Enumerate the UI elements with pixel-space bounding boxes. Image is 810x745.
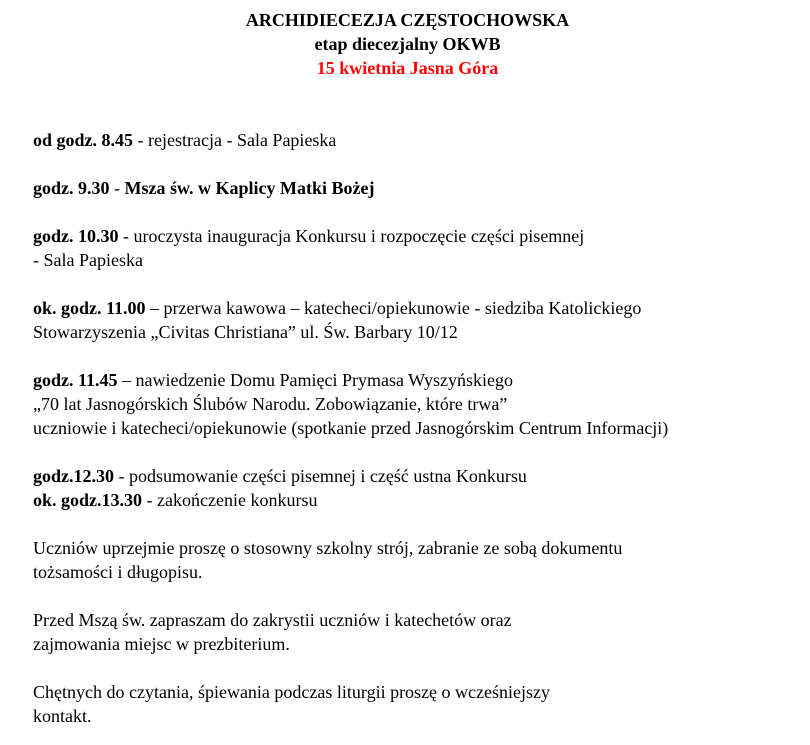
item-description-bold: Msza św. w Kaplicy Matki Bożej: [124, 178, 375, 198]
item-description: – nawiedzenie Domu Pamięci Prymasa Wyszyńskiego: [117, 370, 514, 390]
note-line-1: Chętnych do czytania, śpiewania podczas liturgii proszę o wcześniejszy: [33, 682, 550, 702]
time-label: godz. 11.45: [33, 370, 118, 390]
schedule-line: [33, 464, 782, 488]
note-liturgy-contact: [33, 680, 782, 728]
schedule-line: [33, 224, 782, 248]
schedule-line: [33, 368, 782, 392]
time-label: ok. godz.13.30: [33, 490, 143, 510]
schedule-item-mass: [33, 176, 782, 200]
schedule-item-summary-and-closing: [33, 464, 782, 512]
schedule-line-2: [33, 488, 782, 512]
document-header: [33, 8, 782, 80]
time-label: godz.12.30: [33, 466, 114, 486]
item-description: - rejestracja - Sala Papieska: [133, 130, 337, 150]
schedule-item-registration: [33, 128, 782, 152]
header-stage: etap diecezjalny OKWB: [314, 34, 501, 54]
item-description: - podsumowanie części pisemnej i część ustna Konkursu: [114, 466, 527, 486]
note-line-2: tożsamości i długopisu.: [33, 562, 203, 582]
item-description: – przerwa kawowa – katecheci/opiekunowie - siedziba Katolickiego: [145, 298, 642, 318]
schedule-item-memorial-visit: [33, 368, 782, 440]
item-description: - zakończenie konkursu: [142, 490, 318, 510]
schedule-line-2: „70 lat Jasnogórskich Ślubów Narodu. Zobowiązanie, które trwa”: [33, 394, 508, 414]
note-line-2: kontakt.: [33, 706, 92, 726]
schedule-line-3: uczniowie i katecheci/opiekunowie (spotkanie przed Jasnogórskim Centrum Informacji): [33, 418, 669, 438]
item-description: - uroczysta inauguracja Konkursu i rozpoczęcie części pisemnej: [118, 226, 585, 246]
time-label: godz. 9.30: [33, 178, 110, 198]
schedule-item-coffee-break: [33, 296, 782, 344]
schedule-item-inauguration: [33, 224, 782, 272]
note-line-2: zajmowania miejsc w prezbiterium.: [33, 634, 290, 654]
note-line-1: Przed Mszą św. zapraszam do zakrystii uczniów i katechetów oraz: [33, 610, 512, 630]
time-label: godz. 10.30: [33, 226, 119, 246]
schedule-line: [33, 128, 782, 152]
note-sacristy-invitation: [33, 608, 782, 656]
header-date-location: 15 kwietnia Jasna Góra: [316, 58, 499, 78]
schedule-line-2: - Sala Papieska: [33, 250, 143, 270]
note-dress-code: [33, 536, 782, 584]
separator: -: [109, 178, 125, 198]
time-label: od godz. 8.45: [33, 130, 134, 150]
schedule-line: [33, 296, 782, 320]
header-organization: ARCHIDIECEZJA CZĘSTOCHOWSKA: [245, 10, 570, 30]
schedule-line-2: Stowarzyszenia „Civitas Christiana” ul. Św. Barbary 10/12: [33, 322, 458, 342]
note-line-1: Uczniów uprzejmie proszę o stosowny szkolny strój, zabranie ze sobą dokumentu: [33, 538, 623, 558]
schedule-line: [33, 176, 782, 200]
time-label: ok. godz. 11.00: [33, 298, 146, 318]
